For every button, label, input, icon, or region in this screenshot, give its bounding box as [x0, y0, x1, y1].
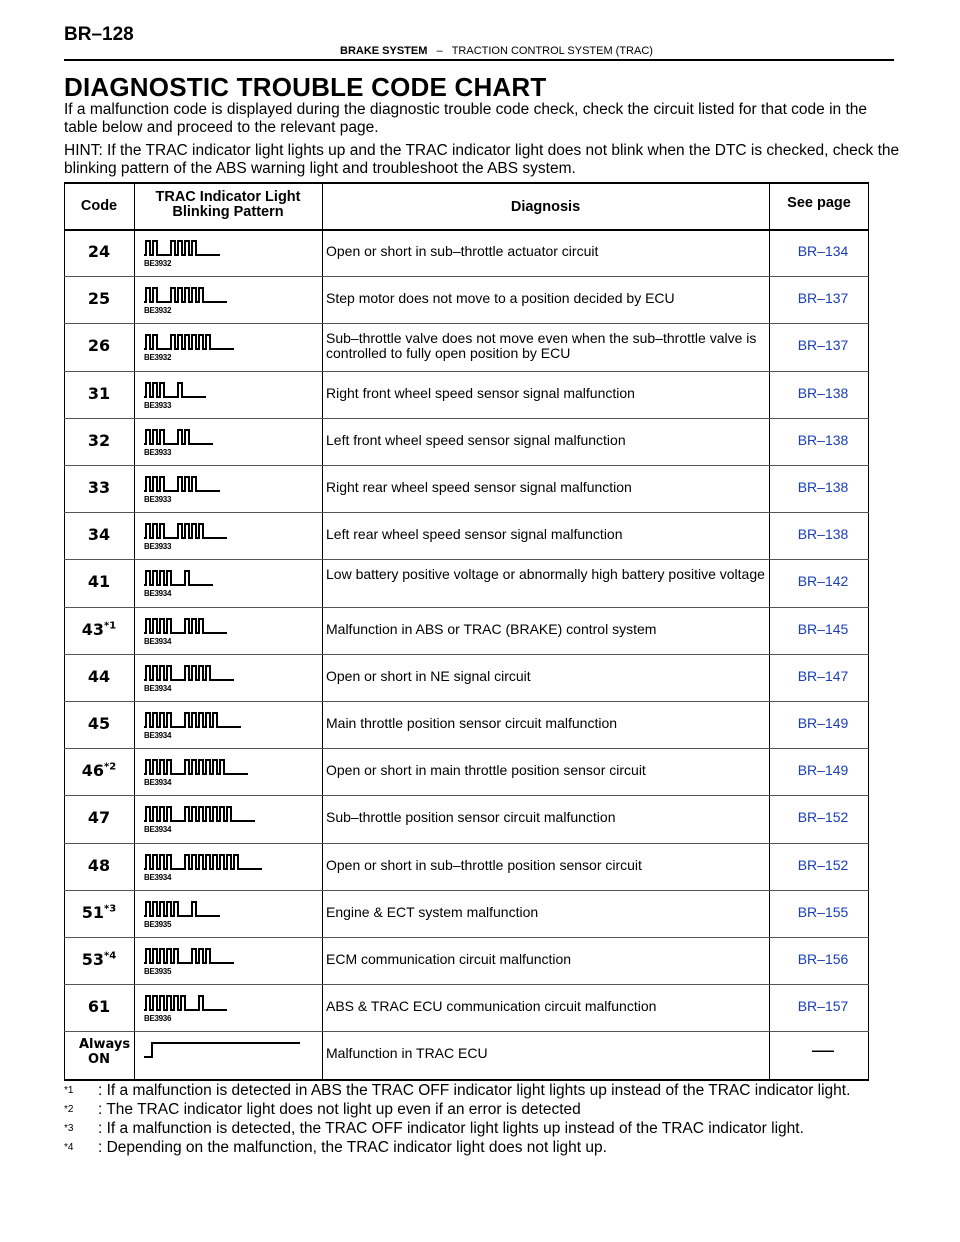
footnote-text: : The TRAC indicator light does not light up even if an error is detected [98, 1101, 581, 1118]
table-row [64, 559, 869, 606]
see-page-link[interactable]: BR–156 [797, 951, 849, 967]
dtc-footnote-mark: *2 [104, 761, 117, 773]
dtc-code [64, 997, 134, 1016]
dtc-code [64, 714, 134, 733]
pattern-figure-code: BE3932 [144, 259, 172, 268]
table-row [64, 937, 869, 984]
table-row [64, 701, 869, 748]
dtc-code [64, 336, 134, 355]
table-row [64, 843, 869, 890]
dtc-code [64, 478, 134, 497]
table-row [64, 654, 869, 701]
footnote-mark-label: *1 [64, 1085, 74, 1096]
pattern-figure-code: BE3934 [144, 778, 172, 788]
footnote-mark-label: *4 [64, 1142, 74, 1153]
dtc-code [64, 950, 134, 969]
blink-pattern [144, 802, 257, 826]
dtc-footnote-mark: *3 [104, 903, 117, 915]
footnote [64, 1081, 914, 1100]
table-row [64, 418, 869, 465]
header-subsection: TRACTION CONTROL SYSTEM (TRAC) [451, 45, 653, 57]
dtc-code [64, 1037, 134, 1067]
pattern-figure-code: BE3934 [144, 825, 172, 835]
blink-pattern [144, 378, 208, 402]
dtc-code-number: 32 [87, 430, 111, 450]
diagnosis-text: Left front wheel speed sensor signal malfunction [326, 431, 626, 448]
see-page-link[interactable]: BR–138 [797, 479, 849, 495]
table-row [64, 323, 869, 370]
blink-pattern [144, 661, 236, 685]
footnote-text: : If a malfunction is detected in ABS the TRAC OFF indicator light lights up instead of the TRAC indicator light. [98, 1082, 851, 1099]
blink-pattern [144, 944, 236, 968]
pattern-figure-code: BE3933 [144, 495, 172, 504]
see-page-link[interactable]: BR–152 [797, 856, 849, 873]
blink-pattern [144, 897, 222, 921]
footnote [64, 1119, 914, 1138]
pattern-figure-code: BE3934 [144, 872, 172, 882]
footnote-mark-label: *3 [64, 1123, 74, 1134]
see-page-link[interactable]: BR–142 [797, 573, 849, 590]
blink-pattern [144, 330, 236, 354]
table-row [64, 465, 869, 512]
dtc-code [64, 289, 134, 308]
diagnosis-text: Open or short in sub–throttle position sensor circuit [326, 856, 642, 873]
pattern-figure-code: BE3934 [144, 683, 172, 693]
dtc-code [64, 808, 134, 827]
dtc-code [64, 384, 134, 403]
diagnosis-text: Low battery positive voltage or abnormally high battery positive voltage [326, 566, 765, 583]
see-page-link[interactable]: BR–157 [797, 998, 849, 1015]
table-row [64, 984, 869, 1031]
diagnosis-text: Malfunction in TRAC ECU [326, 1045, 488, 1062]
diagnosis-text: Malfunction in ABS or TRAC (BRAKE) control system [326, 620, 657, 637]
table-row [64, 748, 869, 795]
diagnosis-text: Engine & ECT system malfunction [326, 903, 539, 920]
header-code: Code [80, 198, 118, 214]
blink-pattern [144, 614, 229, 638]
dtc-code [64, 667, 134, 686]
table-row [64, 276, 869, 323]
blink-pattern [144, 236, 222, 260]
blink-pattern [144, 472, 222, 496]
dtc-code-number: 31 [87, 383, 111, 403]
header-diagnosis: Diagnosis [510, 199, 581, 215]
diagnosis-text: Sub–throttle valve does not move even when the sub–throttle valve is controlled to fully open position by ECU [326, 330, 757, 362]
diagnosis-text: Open or short in sub–throttle actuator circuit [326, 243, 599, 259]
dtc-code-number: 45 [87, 714, 111, 733]
pattern-figure-code: BE3936 [144, 1014, 172, 1024]
dtc-code-number: 61 [87, 997, 111, 1017]
diagnosis-text: Sub–throttle position sensor circuit malfunction [326, 809, 616, 826]
diagnosis-text: Right rear wheel speed sensor signal malfunction [326, 479, 632, 495]
pattern-figure-code: BE3934 [144, 636, 172, 646]
blink-pattern [144, 991, 229, 1015]
page-title: DIAGNOSTIC TROUBLE CODE CHART [64, 72, 547, 102]
pattern-figure-code: BE3932 [144, 353, 172, 363]
pattern-figure-code: BE3934 [144, 731, 172, 740]
table-row [64, 795, 869, 842]
pattern-figure-code: BE3933 [144, 542, 172, 552]
dtc-code [64, 856, 134, 875]
dtc-code [64, 431, 134, 450]
diagnosis-text: Main throttle position sensor circuit malfunction [326, 715, 618, 731]
diagnosis-text: Left rear wheel speed sensor signal malfunction [326, 526, 623, 543]
footnotes [64, 1081, 914, 1157]
dtc-code-number: 41 [87, 572, 111, 592]
blink-pattern [144, 283, 229, 307]
see-page-link: — [812, 1037, 834, 1063]
table-row [64, 371, 869, 418]
table-row [64, 229, 869, 276]
header-see-page: See page [787, 195, 851, 211]
blink-pattern [144, 425, 215, 449]
see-page-link[interactable]: BR–138 [797, 431, 849, 448]
pattern-figure-code: BE3933 [144, 447, 172, 457]
dtc-code [64, 620, 134, 639]
pattern-figure-code: BE3932 [144, 306, 172, 316]
footnote [64, 1100, 914, 1119]
header-separator: – [436, 45, 443, 57]
page-number: BR–128 [64, 24, 134, 45]
footnote [64, 1138, 914, 1157]
dtc-code-number: 43 [81, 619, 105, 639]
dtc-code-number: 48 [87, 855, 111, 875]
dtc-code-number: 46 [81, 761, 105, 781]
footnote-text: : Depending on the malfunction, the TRAC indicator light does not light up. [98, 1139, 607, 1156]
dtc-code-number: 25 [87, 289, 111, 309]
see-page-link[interactable]: BR–137 [797, 337, 849, 354]
table-row [64, 890, 869, 937]
pattern-figure-code: BE3935 [144, 967, 172, 976]
blink-pattern [144, 708, 243, 732]
dtc-code-number: 53 [81, 950, 105, 969]
dtc-code [64, 572, 134, 591]
see-page-link[interactable]: BR–138 [797, 526, 849, 543]
dtc-code [64, 525, 134, 544]
dtc-footnote-mark: *4 [104, 950, 117, 962]
header-pattern: TRAC Indicator Light Blinking Pattern [155, 189, 301, 220]
footnote-mark [64, 1138, 73, 1161]
dtc-code-number: 26 [87, 336, 111, 356]
dtc-code-number: 51 [81, 902, 105, 922]
footnote-text: : If a malfunction is detected, the TRAC OFF indicator light lights up instead of the TRAC indicator light. [98, 1120, 804, 1137]
table-row [64, 512, 869, 559]
header-rule [64, 59, 894, 61]
pattern-figure-code: BE3934 [144, 589, 172, 599]
blink-pattern [144, 755, 250, 779]
pattern-figure-code: BE3933 [144, 400, 172, 410]
dtc-code-number: 47 [87, 808, 111, 828]
table-row [64, 607, 869, 654]
see-page-link[interactable]: BR–138 [797, 384, 849, 401]
running-header [340, 45, 653, 57]
see-page-link[interactable]: BR–137 [797, 290, 849, 307]
header-section: BRAKE SYSTEM [340, 45, 428, 57]
footnote-mark-label: *2 [64, 1104, 74, 1115]
see-page-link[interactable]: BR–134 [797, 243, 849, 259]
see-page-link[interactable]: BR–149 [797, 715, 849, 731]
diagnosis-text: Right front wheel speed sensor signal malfunction [326, 384, 635, 401]
diagnosis-text: Open or short in main throttle position sensor circuit [326, 762, 646, 779]
see-page-link[interactable]: BR–152 [797, 809, 849, 826]
diagnosis-text: Step motor does not move to a position decided by ECU [326, 290, 675, 307]
dtc-code-number: 34 [87, 525, 111, 545]
dtc-table [64, 182, 869, 1079]
dtc-code-number: 24 [87, 242, 111, 261]
dtc-code-number: 44 [87, 666, 111, 686]
diagnosis-text: ECM communication circuit malfunction [326, 951, 572, 967]
see-page-link[interactable]: BR–147 [797, 667, 849, 684]
dtc-code-number: 33 [87, 478, 111, 497]
dtc-code [64, 761, 134, 780]
hint-paragraph: HINT: If the TRAC indicator light lights up and the TRAC indicator light does not blink when the DTC is checked, check the blinking pattern of the ABS warning light and troubleshoot the ABS system. [64, 142, 900, 177]
dtc-footnote-mark: *1 [104, 620, 117, 632]
blink-pattern [144, 850, 264, 874]
see-page-link[interactable]: BR–149 [797, 762, 849, 779]
diagnosis-text: Open or short in NE signal circuit [326, 667, 531, 684]
table-rule [64, 182, 869, 184]
table-row [64, 1031, 869, 1078]
see-page-link[interactable]: BR–155 [797, 903, 849, 920]
dtc-code-number: Always ON [79, 1037, 131, 1068]
dtc-code [64, 903, 134, 922]
blink-pattern [144, 566, 215, 590]
dtc-code [64, 242, 134, 261]
pattern-figure-code: BE3935 [144, 919, 172, 929]
see-page-link[interactable]: BR–145 [797, 620, 849, 637]
diagnosis-text: ABS & TRAC ECU communication circuit malfunction [326, 998, 657, 1015]
blink-pattern [144, 1038, 304, 1062]
intro-paragraph: If a malfunction code is displayed during the diagnostic trouble code check, check the circuit listed for that code in the table below and proceed to the relevant page. [64, 101, 868, 136]
blink-pattern [144, 519, 229, 543]
